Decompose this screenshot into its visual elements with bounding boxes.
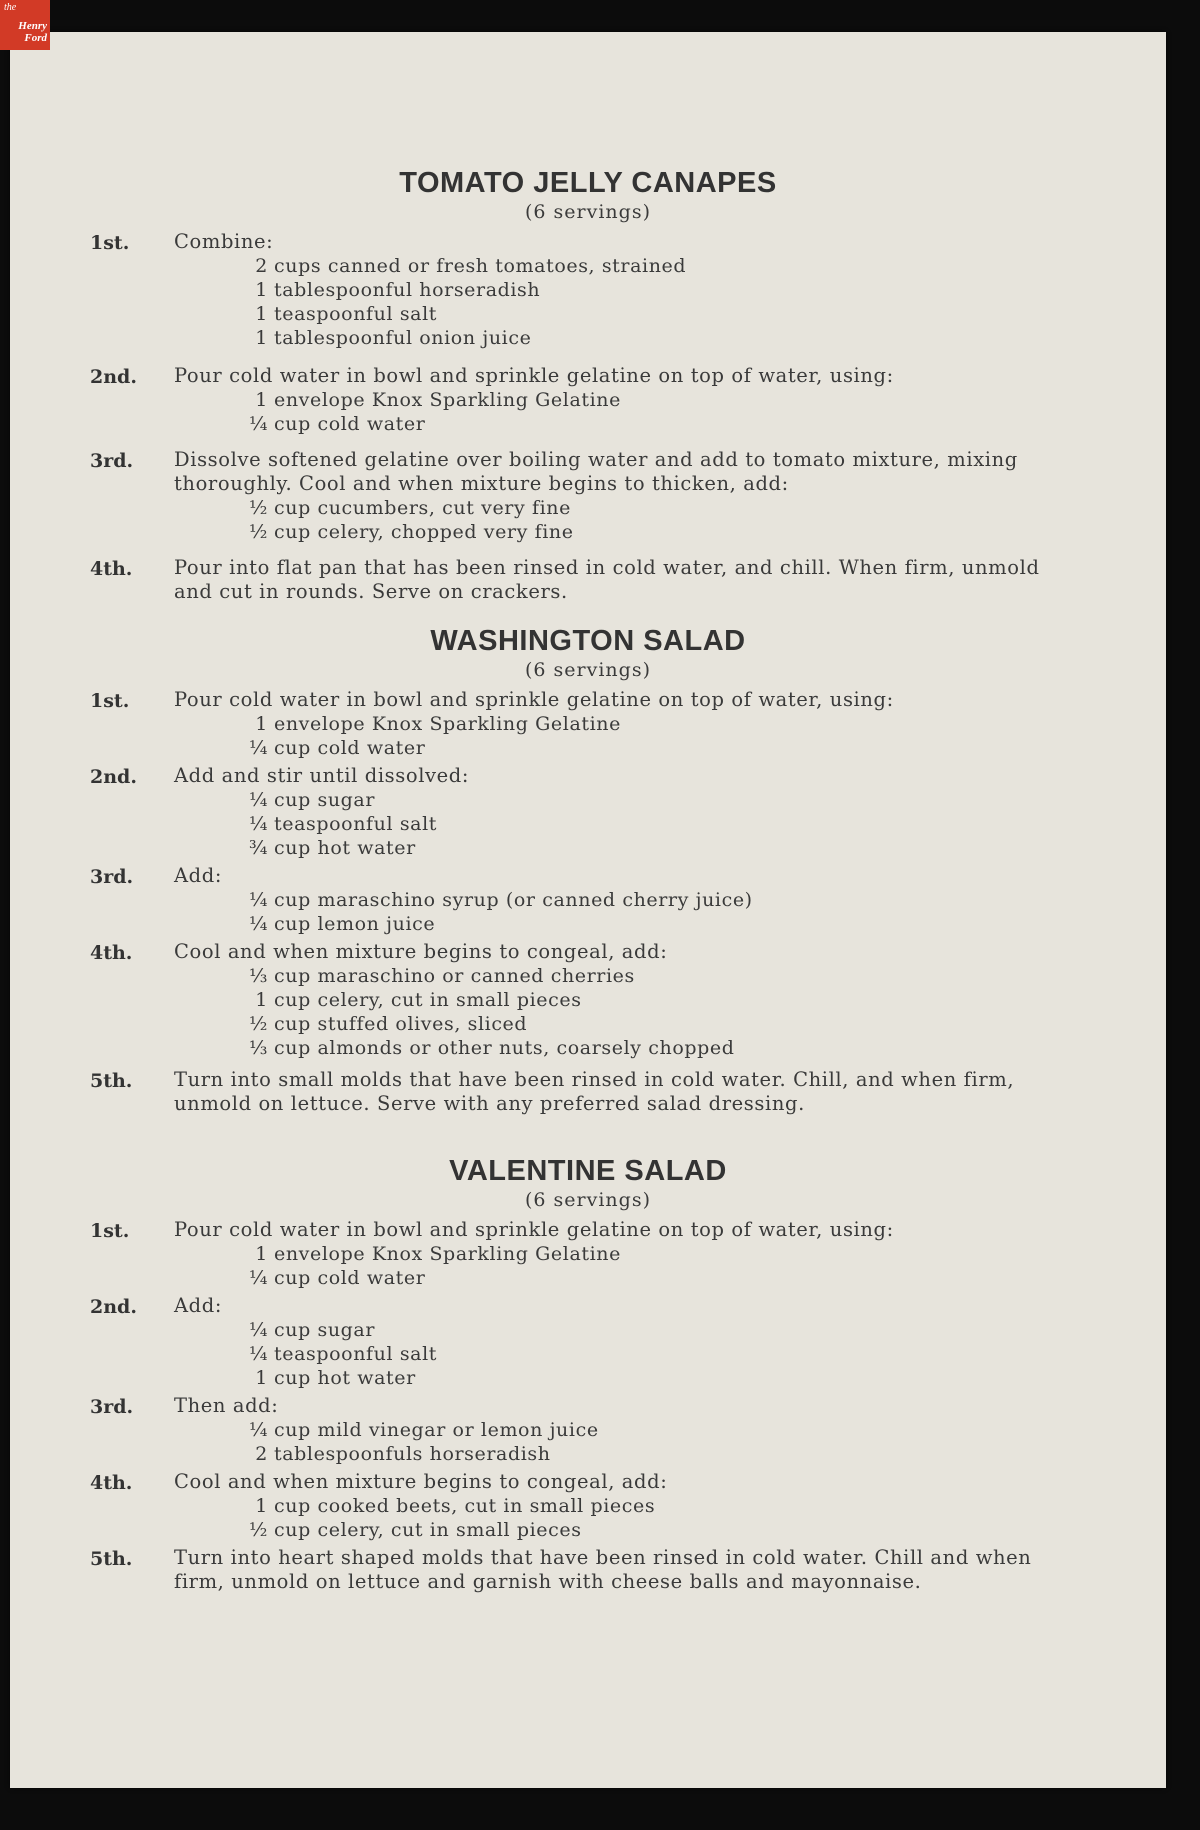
- step-number: 1st.: [90, 1220, 130, 1242]
- ingredient-qty: 2: [255, 1443, 268, 1465]
- step-text: Pour cold water in bowl and sprinkle gelatine on top of water, using:: [174, 1218, 894, 1241]
- step-text: Combine:: [174, 230, 274, 253]
- ingredient-item: cup cold water: [274, 413, 426, 435]
- ingredient-line: [240, 712, 621, 736]
- ingredient-line: [240, 836, 416, 860]
- ingredient-line: [240, 964, 635, 988]
- ingredient-qty: 1: [255, 279, 268, 301]
- ingredient-qty: 1: [255, 1367, 268, 1389]
- ingredient-qty: ⅓: [248, 1037, 268, 1059]
- ingredient-item: cup stuffed olives, sliced: [274, 1013, 528, 1035]
- ingredient-line: [240, 788, 375, 812]
- recipe-title: TOMATO JELLY CANAPES: [399, 167, 777, 199]
- ingredient-line: [240, 812, 437, 836]
- ingredient-qty: ¾: [248, 837, 268, 859]
- ingredient-item: cup mild vinegar or lemon juice: [274, 1419, 599, 1441]
- step-number: 1st.: [90, 690, 130, 712]
- ingredient-item: cup cucumbers, cut very fine: [274, 497, 571, 519]
- ingredient-qty: ½: [248, 521, 268, 543]
- logo-main-text: Henry Ford: [18, 20, 47, 44]
- ingredient-line: [240, 278, 540, 302]
- ingredient-qty: 1: [255, 713, 268, 735]
- ingredient-qty: ¼: [248, 889, 268, 911]
- ingredient-item: cup celery, chopped very fine: [274, 521, 574, 543]
- ingredient-line: [240, 988, 582, 1012]
- ingredient-qty: 2: [255, 255, 268, 277]
- ingredient-item: cup sugar: [274, 789, 376, 811]
- step-text: Then add:: [174, 1394, 279, 1417]
- ingredient-item: cup cooked beets, cut in small pieces: [274, 1495, 656, 1517]
- ingredient-item: tablespoonful onion juice: [274, 327, 532, 349]
- ingredient-qty: ¼: [248, 913, 268, 935]
- recipe-title: WASHINGTON SALAD: [430, 625, 746, 657]
- ingredient-line: [240, 496, 571, 520]
- ingredient-line: [240, 1036, 735, 1060]
- recipe-valentine-salad: [10, 1154, 1166, 1593]
- step-text: Add:: [174, 1294, 223, 1317]
- ingredient-qty: ½: [248, 1013, 268, 1035]
- ingredient-qty: ⅓: [248, 965, 268, 987]
- recipe-servings: (6 servings): [525, 201, 651, 223]
- ingredient-line: [240, 326, 531, 350]
- step-text: Add and stir until dissolved:: [174, 764, 470, 787]
- step-text: Pour cold water in bowl and sprinkle gelatine on top of water, using:: [174, 364, 894, 387]
- ingredient-qty: ¼: [248, 789, 268, 811]
- ingredient-item: cups canned or fresh tomatoes, strained: [274, 255, 687, 277]
- step-text: Cool and when mixture begins to congeal, add:: [174, 1470, 668, 1493]
- step-number: 4th.: [90, 1472, 133, 1494]
- ingredient-item: teaspoonful salt: [274, 813, 438, 835]
- step-number: 5th.: [90, 1548, 133, 1570]
- ingredient-qty: ¼: [248, 813, 268, 835]
- ingredient-qty: ¼: [248, 1319, 268, 1341]
- recipe-servings: (6 servings): [525, 1189, 651, 1211]
- ingredient-item: cup hot water: [274, 837, 416, 859]
- step-text: Turn into small molds that have been rinsed in cold water. Chill, and when firm, unmold on lettuce. Serve with any preferred salad dressing.: [174, 1068, 1021, 1115]
- ingredient-line: [240, 1266, 425, 1290]
- ingredient-qty: ¼: [248, 1419, 268, 1441]
- ingredient-item: cup celery, cut in small pieces: [274, 1519, 582, 1541]
- recipe-page: [10, 32, 1166, 1788]
- step-text: Turn into heart shaped molds that have been rinsed in cold water. Chill and when firm, unmold on lettuce and garnish with cheese balls and mayonnaise.: [174, 1546, 1039, 1593]
- ingredient-qty: ¼: [248, 413, 268, 435]
- ingredient-item: cup hot water: [274, 1367, 416, 1389]
- ingredient-qty: ½: [248, 497, 268, 519]
- ingredient-qty: 1: [255, 303, 268, 325]
- step-number: 4th.: [90, 942, 133, 964]
- ingredient-qty: 1: [255, 327, 268, 349]
- ingredient-qty: 1: [255, 1495, 268, 1517]
- ingredient-qty: 1: [255, 989, 268, 1011]
- ingredient-line: [240, 888, 753, 912]
- ingredient-item: tablespoonful horseradish: [274, 279, 541, 301]
- ingredient-item: cup cold water: [274, 1267, 426, 1289]
- logo-the-text: the: [4, 2, 17, 13]
- ingredient-line: [240, 1418, 599, 1442]
- step-number: 3rd.: [90, 866, 134, 888]
- step-text: Add:: [174, 864, 223, 887]
- ingredient-line: [240, 1366, 416, 1390]
- ingredient-line: [240, 736, 425, 760]
- ingredient-line: [240, 1242, 621, 1266]
- recipe-title: VALENTINE SALAD: [449, 1155, 727, 1187]
- step-number: 1st.: [90, 232, 130, 254]
- step-number: 2nd.: [90, 1296, 137, 1318]
- ingredient-qty: ½: [248, 1519, 268, 1541]
- ingredient-line: [240, 1318, 375, 1342]
- step-number: 2nd.: [90, 366, 137, 388]
- henry-ford-logo: [0, 0, 50, 50]
- ingredient-item: tablespoonfuls horseradish: [274, 1443, 551, 1465]
- step-text: Pour cold water in bowl and sprinkle gelatine on top of water, using:: [174, 688, 894, 711]
- ingredient-line: [240, 912, 435, 936]
- ingredient-line: [240, 1012, 527, 1036]
- step-number: 3rd.: [90, 1396, 134, 1418]
- ingredient-item: cup cold water: [274, 737, 426, 759]
- ingredient-line: [240, 254, 686, 278]
- ingredient-item: teaspoonful salt: [274, 303, 438, 325]
- ingredient-line: [240, 388, 621, 412]
- ingredient-qty: ¼: [248, 1267, 268, 1289]
- step-text: Pour into flat pan that has been rinsed in cold water, and chill. When firm, unmold and cut in rounds. Serve on crackers.: [174, 556, 1047, 603]
- step-number: 2nd.: [90, 766, 137, 788]
- ingredient-qty: ¼: [248, 737, 268, 759]
- ingredient-item: cup sugar: [274, 1319, 376, 1341]
- recipe-washington-salad: [10, 624, 1166, 1115]
- ingredient-line: [240, 1494, 655, 1518]
- ingredient-line: [240, 412, 425, 436]
- ingredient-line: [240, 1342, 437, 1366]
- step-text: Dissolve softened gelatine over boiling water and add to tomato mixture, mixing thoroughly. Cool and when mixture begins to thicken, add:: [174, 448, 1025, 495]
- ingredient-qty: 1: [255, 389, 268, 411]
- recipe-servings: (6 servings): [525, 659, 651, 681]
- ingredient-item: teaspoonful salt: [274, 1343, 438, 1365]
- step-text: Cool and when mixture begins to congeal, add:: [174, 940, 668, 963]
- recipe-tomato-jelly-canapes: [10, 166, 1166, 603]
- ingredient-item: envelope Knox Sparkling Gelatine: [274, 1243, 621, 1265]
- step-number: 3rd.: [90, 450, 134, 472]
- ingredient-item: cup maraschino syrup (or canned cherry juice): [274, 889, 753, 911]
- ingredient-item: cup almonds or other nuts, coarsely chopped: [274, 1037, 735, 1059]
- ingredient-qty: 1: [255, 1243, 268, 1265]
- ingredient-item: envelope Knox Sparkling Gelatine: [274, 713, 621, 735]
- ingredient-item: cup maraschino or canned cherries: [274, 965, 635, 987]
- ingredient-line: [240, 520, 574, 544]
- ingredient-line: [240, 1518, 582, 1542]
- ingredient-item: envelope Knox Sparkling Gelatine: [274, 389, 621, 411]
- ingredient-line: [240, 1442, 551, 1466]
- step-number: 4th.: [90, 558, 133, 580]
- ingredient-item: cup lemon juice: [274, 913, 436, 935]
- step-number: 5th.: [90, 1070, 133, 1092]
- ingredient-item: cup celery, cut in small pieces: [274, 989, 582, 1011]
- ingredient-line: [240, 302, 437, 326]
- ingredient-qty: ¼: [248, 1343, 268, 1365]
